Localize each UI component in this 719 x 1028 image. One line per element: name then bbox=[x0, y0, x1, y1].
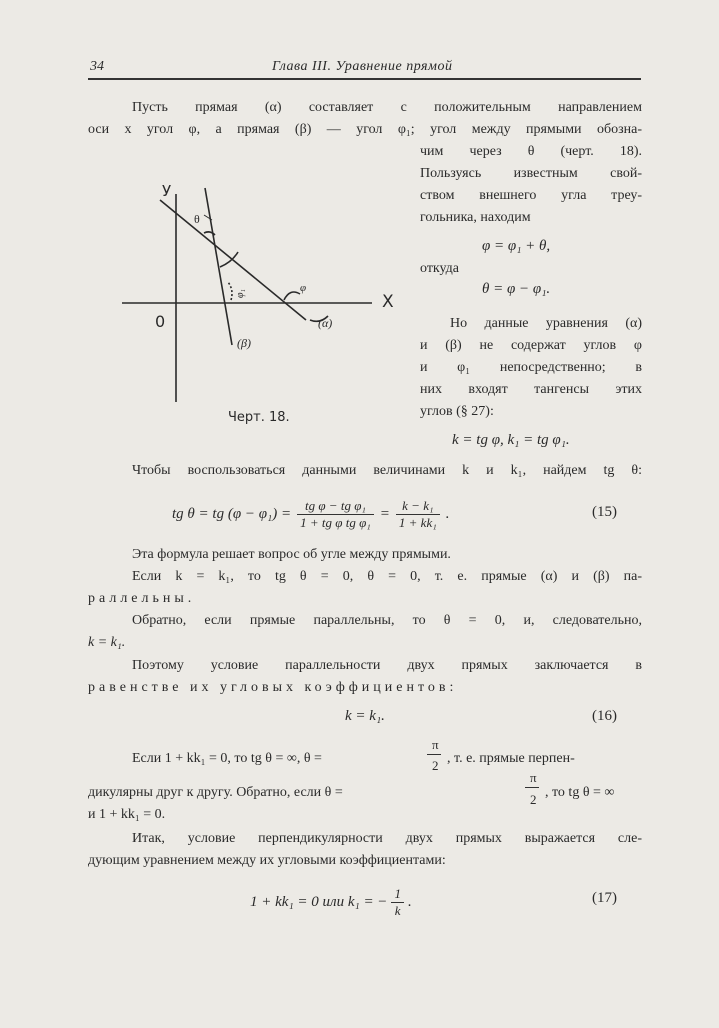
equation-phi: φ = φ₁ + θ, bbox=[482, 238, 551, 254]
equation-k: k = tg φ, k₁ = tg φ₁. bbox=[452, 432, 570, 448]
para8-line2a: дикулярны друг к другу. Обратно, если θ = bbox=[88, 785, 343, 800]
running-title: Глава III. Уравнение прямой bbox=[272, 59, 453, 74]
para8-line3: и 1 + kk₁ = 0. bbox=[88, 807, 166, 822]
figure-label-theta: θ bbox=[194, 212, 200, 226]
page-number: 34 bbox=[90, 59, 104, 74]
arc-phi1 bbox=[228, 282, 232, 300]
para1-line1: Пусть прямая (α) составляет с положительным направлением bbox=[132, 100, 642, 115]
para6-line2: k = k₁. bbox=[88, 635, 126, 650]
eq17-number: (17) bbox=[592, 890, 617, 906]
para1-line4: Пользуясь известным свой- bbox=[420, 166, 642, 181]
eq15-fraction-1 bbox=[297, 498, 374, 531]
para8-pi: π bbox=[432, 737, 439, 752]
para5-line1: Если k = k₁, то tg θ = 0, θ = 0, т. е. прямые (α) и (β) па- bbox=[132, 569, 642, 584]
eq15-den2: 1 + kk₁ bbox=[396, 514, 440, 531]
figure-caption: Черт. 18. bbox=[228, 410, 290, 425]
para6-line1: Обратно, если прямые параллельны, то θ = 0, и, следовательно, bbox=[132, 613, 642, 628]
eq17-fraction bbox=[391, 886, 404, 919]
para4: Эта формула решает вопрос об угле между прямыми. bbox=[132, 547, 451, 562]
eq15-num1: tg φ − tg φ₁ bbox=[305, 497, 366, 513]
eq15-left: tg θ = tg (φ − φ₁) = bbox=[172, 505, 292, 522]
para9-line1: Итак, условие перпендикулярности двух прямых выражается сле- bbox=[132, 831, 642, 846]
para8-two: 2 bbox=[432, 758, 439, 773]
para8-line2b: , то tg θ = ∞ bbox=[545, 785, 615, 800]
para8-fraction-bar bbox=[427, 754, 441, 755]
equation-16: k = k₁. bbox=[345, 708, 385, 724]
figure-label-phi1: φ₁ bbox=[235, 288, 247, 299]
para1-line5: ством внешнего угла треу- bbox=[420, 188, 642, 203]
eq16-number: (16) bbox=[592, 708, 617, 724]
para5-line2: раллельны. bbox=[88, 591, 196, 606]
para8-fraction-bar-2 bbox=[525, 787, 539, 788]
eq17-left: 1 + kk₁ = 0 или k₁ = − bbox=[250, 893, 388, 910]
eq15-number: (15) bbox=[592, 504, 617, 520]
arc-angle bbox=[220, 252, 238, 267]
eq17-den: k bbox=[391, 902, 404, 919]
para8-pi-2: π bbox=[530, 770, 537, 785]
para2-line1: Но данные уравнения (α) bbox=[450, 316, 642, 331]
line-alpha bbox=[160, 200, 306, 320]
para1-line2: оси x угол φ, а прямая (β) — угол φ₁; угол между прямыми обозна- bbox=[88, 122, 642, 137]
figure-label-x: X bbox=[382, 292, 394, 312]
figure-label-beta: (β) bbox=[237, 336, 251, 350]
equation-17 bbox=[250, 880, 412, 924]
eq15-num2: k − k₁ bbox=[402, 497, 434, 513]
eq15-tail: . bbox=[445, 505, 450, 522]
para3: Чтобы воспользоваться данными величинами k и k₁, найдем tg θ: bbox=[132, 463, 642, 478]
para2-line3: и φ₁ непосредственно; в bbox=[420, 360, 642, 375]
arc-phi bbox=[284, 292, 300, 300]
eq17-num: 1 bbox=[394, 885, 401, 901]
figure-label-alpha: (α) bbox=[318, 316, 333, 330]
para2-line5: углов (§ 27): bbox=[420, 404, 494, 419]
para1-line3: чим через θ (черт. 18). bbox=[420, 144, 642, 159]
para8-two-2: 2 bbox=[530, 792, 537, 807]
equation-15 bbox=[172, 488, 450, 540]
equation-theta: θ = φ − φ₁. bbox=[482, 281, 551, 297]
eq17-tail: . bbox=[407, 893, 412, 910]
para8-part2: , т. е. прямые перпен- bbox=[447, 751, 575, 766]
para9-line2: дующим уравнением между их угловыми коэффициентами: bbox=[88, 853, 446, 868]
eq15-den1: 1 + tg φ tg φ₁ bbox=[297, 514, 374, 531]
word-otkuda: откуда bbox=[420, 261, 459, 276]
para2-line2: и (β) не содержат углов φ bbox=[420, 338, 642, 353]
para2-line4: них входят тангенсы этих bbox=[420, 382, 642, 397]
eq15-fraction-2 bbox=[396, 498, 440, 531]
para8-part1: Если 1 + kk₁ = 0, то tg θ = ∞, θ = bbox=[132, 751, 322, 766]
eq15-eqsign: = bbox=[379, 505, 390, 522]
para7-line1: Поэтому условие параллельности двух прямых заключается в bbox=[132, 658, 642, 673]
figure-label-phi: φ bbox=[300, 282, 307, 294]
figure-label-y: У bbox=[162, 182, 172, 200]
para1-line6: гольника, находим bbox=[420, 210, 531, 225]
para7-line2: равенстве их угловых коэффициентов: bbox=[88, 680, 458, 695]
header-rule bbox=[88, 78, 641, 80]
figure-label-origin: 0 bbox=[155, 312, 166, 331]
figure-18 bbox=[120, 170, 420, 430]
line-beta bbox=[205, 188, 232, 345]
